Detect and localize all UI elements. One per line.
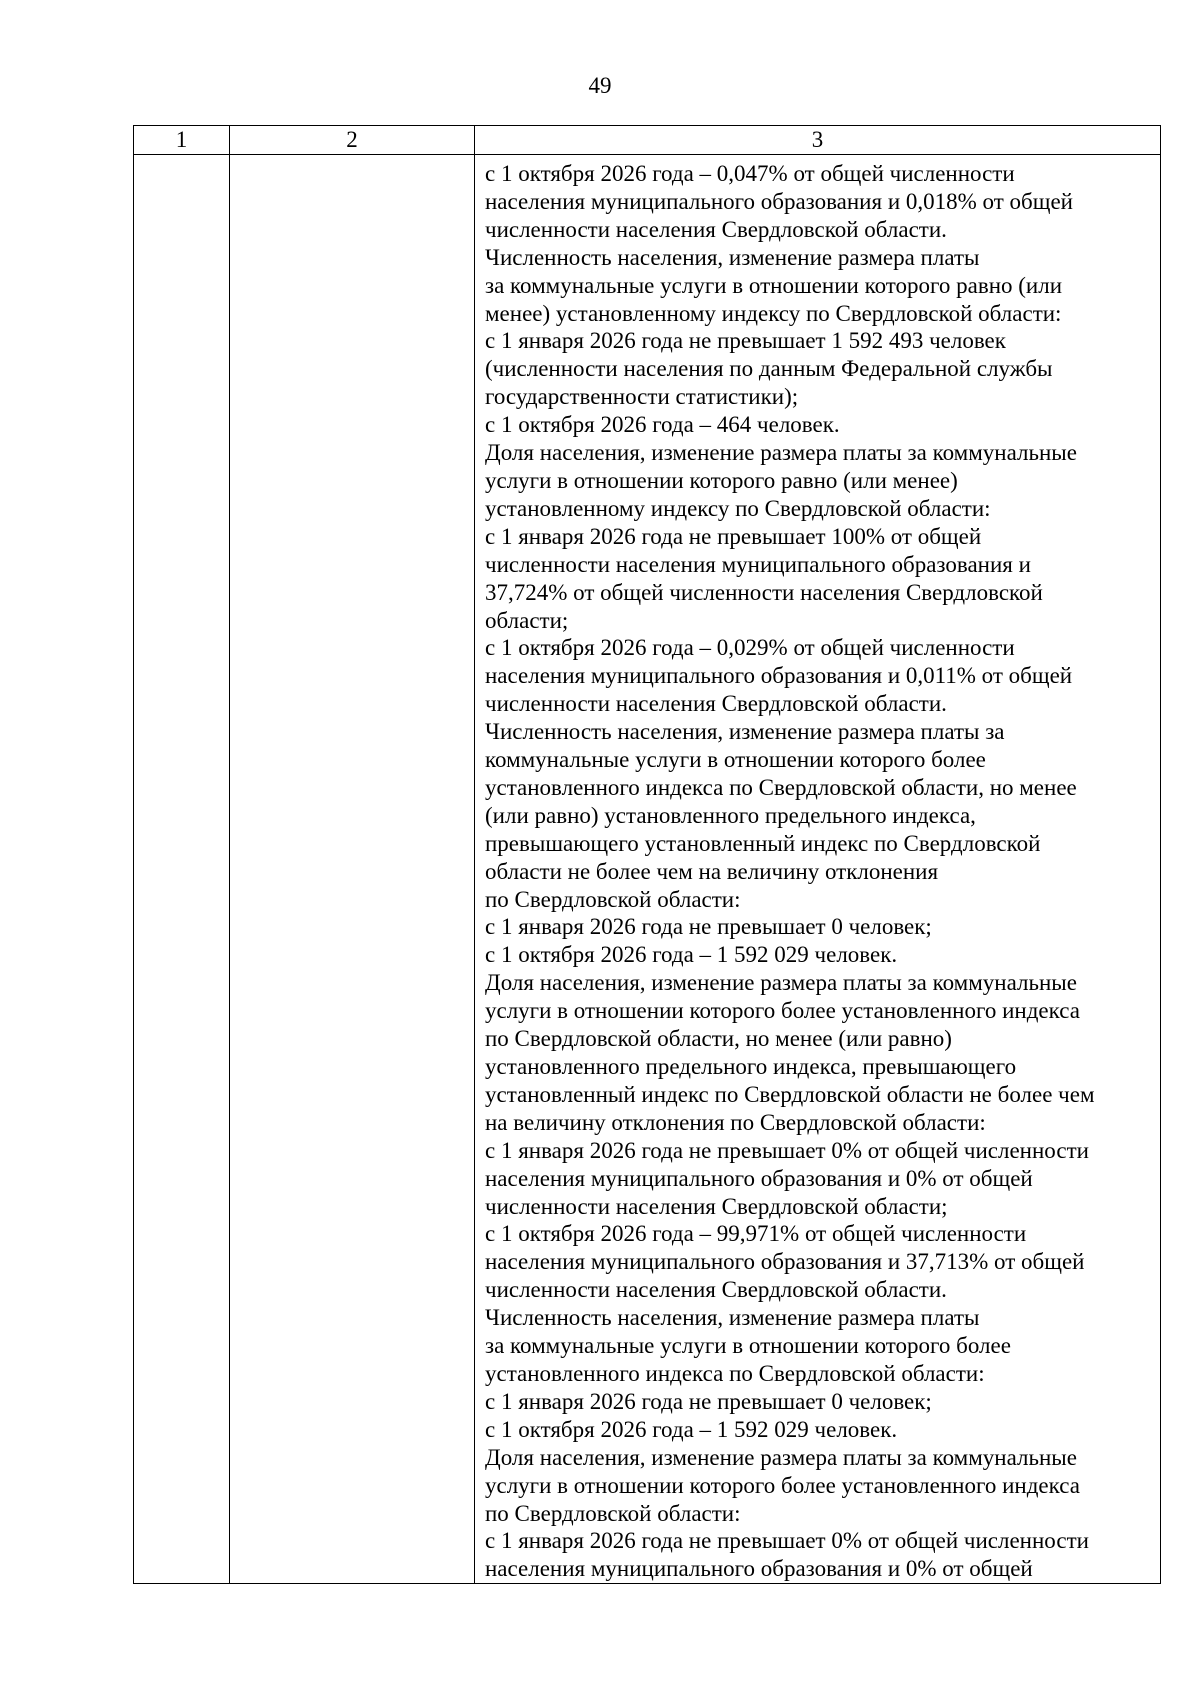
text-line: с 1 октября 2026 года – 99,971% от общей численности bbox=[485, 1221, 1027, 1247]
text-line: с 1 января 2026 года не превышает 0 человек; bbox=[485, 1388, 932, 1414]
column-header-2: 2 bbox=[230, 126, 475, 155]
text-line: Численность населения, изменение размера платы bbox=[485, 1305, 980, 1331]
text-line: (численности населения по данным Федеральной службы bbox=[485, 356, 1053, 382]
text-line: 37,724% от общей численности населения Свердловской bbox=[485, 579, 1043, 605]
text-line: менее) установленному индексу по Свердловской области: bbox=[485, 300, 1062, 326]
text-line: по Свердловской области, но менее (или равно) bbox=[485, 1026, 952, 1052]
text-line: с 1 января 2026 года не превышает 0% от общей численности bbox=[485, 1528, 1089, 1554]
text-line: области не более чем на величину отклонения bbox=[485, 858, 939, 884]
text-line: населения муниципального образования и 0,018% от общей bbox=[485, 188, 1073, 214]
text-line: численности населения Свердловской области. bbox=[485, 1277, 947, 1303]
text-line: установленного индекса по Свердловской области, но менее bbox=[485, 774, 1077, 800]
text-line: установленного индекса по Свердловской области: bbox=[485, 1360, 985, 1386]
text-line: с 1 октября 2026 года – 0,029% от общей численности bbox=[485, 635, 1015, 661]
text-line: населения муниципального образования и 0% от общей bbox=[485, 1165, 1033, 1191]
text-line: Доля населения, изменение размера платы за коммунальные bbox=[485, 440, 1077, 466]
text-line: с 1 октября 2026 года – 464 человек. bbox=[485, 412, 840, 438]
page-number: 49 bbox=[588, 73, 612, 98]
table-cell-col-2 bbox=[230, 155, 475, 1584]
text-line: за коммунальные услуги в отношении которого равно (или bbox=[485, 272, 1063, 298]
text-line: населения муниципального образования и 0% от общей bbox=[485, 1556, 1033, 1582]
text-line: области; bbox=[485, 607, 569, 633]
text-line: установленному индексу по Свердловской области: bbox=[485, 495, 991, 521]
text-line: установленного предельного индекса, превышающего bbox=[485, 1054, 1017, 1079]
text-line: с 1 октября 2026 года – 1 592 029 человек. bbox=[485, 1416, 898, 1442]
col3-text-block bbox=[475, 155, 1160, 1583]
text-line: с 1 октября 2026 года – 0,047% от общей численности bbox=[485, 161, 1015, 186]
column-header-1: 1 bbox=[134, 126, 230, 155]
text-line: коммунальные услуги в отношении которого более bbox=[485, 747, 986, 773]
text-line: превышающего установленный индекс по Свердловской bbox=[485, 830, 1041, 856]
table-cell-col-1 bbox=[134, 155, 230, 1584]
table-cell-col-3 bbox=[475, 155, 1161, 1584]
text-line: по Свердловской области: bbox=[485, 1500, 741, 1526]
table-header-row bbox=[134, 126, 1161, 155]
text-line: услуги в отношении которого более установленного индекса bbox=[485, 1472, 1080, 1498]
document-table bbox=[133, 125, 1161, 1584]
text-line: (или равно) установленного предельного индекса, bbox=[485, 802, 976, 828]
text-line: численности населения Свердловской области; bbox=[485, 1193, 948, 1219]
text-line: населения муниципального образования и 37,713% от общей bbox=[485, 1249, 1085, 1275]
text-line: установленный индекс по Свердловской области не более чем bbox=[485, 1081, 1095, 1107]
text-line: численности населения муниципального образования и bbox=[485, 551, 1031, 577]
text-line: Численность населения, изменение размера платы за bbox=[485, 719, 1005, 745]
text-line: с 1 января 2026 года не превышает 0 человек; bbox=[485, 914, 932, 940]
text-line: услуги в отношении которого равно (или менее) bbox=[485, 467, 958, 493]
text-line: Доля населения, изменение размера платы за коммунальные bbox=[485, 970, 1077, 996]
text-line: с 1 января 2026 года не превышает 1 592 493 человек bbox=[485, 328, 1006, 354]
text-line: Численность населения, изменение размера платы bbox=[485, 244, 980, 270]
table-row bbox=[134, 155, 1161, 1584]
text-line: Доля населения, изменение размера платы за коммунальные bbox=[485, 1444, 1077, 1470]
text-line: численности населения Свердловской области. bbox=[485, 691, 947, 717]
text-line: населения муниципального образования и 0,011% от общей bbox=[485, 663, 1073, 689]
text-line: государственности статистики); bbox=[485, 384, 799, 410]
text-line: услуги в отношении которого более установленного индекса bbox=[485, 998, 1080, 1024]
column-header-3: 3 bbox=[475, 126, 1161, 155]
text-line: с 1 января 2026 года не превышает 100% от общей bbox=[485, 523, 982, 549]
text-line: численности населения Свердловской области. bbox=[485, 216, 947, 242]
text-line: на величину отклонения по Свердловской области: bbox=[485, 1109, 986, 1135]
text-line: с 1 января 2026 года не превышает 0% от общей численности bbox=[485, 1137, 1089, 1163]
text-line: с 1 октября 2026 года – 1 592 029 человек. bbox=[485, 942, 898, 968]
text-line: за коммунальные услуги в отношении которого более bbox=[485, 1333, 1011, 1359]
text-line: по Свердловской области: bbox=[485, 886, 741, 912]
